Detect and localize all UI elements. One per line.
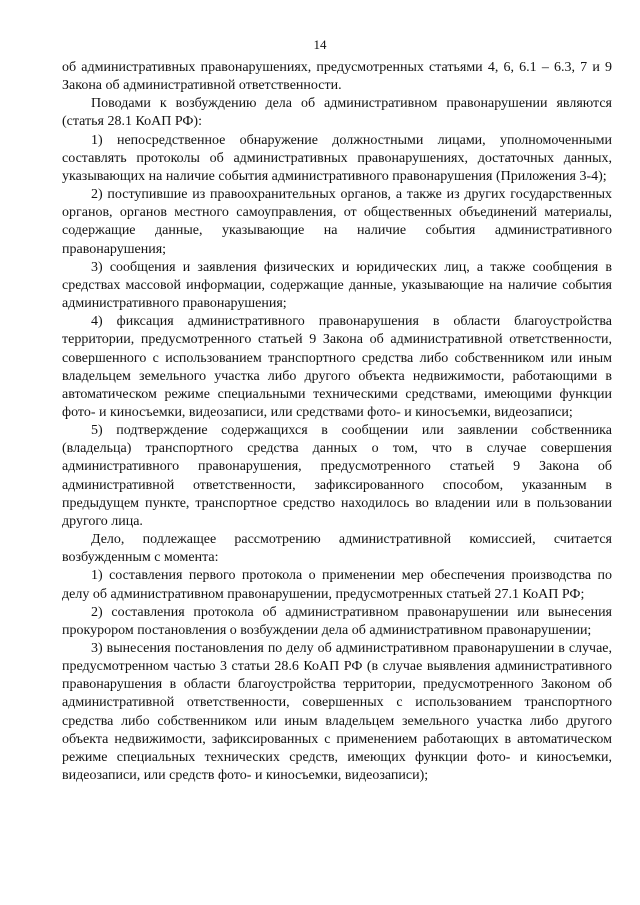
page-number: 14 — [313, 37, 327, 52]
paragraph-ground-5: 5) подтверждение содержащихся в сообщении или заявлении собственника (владельца) транспортного средства данных о том, что в случае совершения административного правонарушения, предусмотренного статьей 9 Закона об административной ответственности, зафиксированного способом, указанным в предыдущем пункте, транспортное средство находилось во владении или в пользовании другого лица. — [62, 423, 612, 529]
paragraph-initiation-2: 2) составления протокола об административном правонарушении или вынесения прокурором постановления о возбуждении дела об административном правонарушении; — [62, 604, 612, 638]
paragraph-ground-1: 1) непосредственное обнаружение должностными лицами, уполномоченными составлять протоколы об административных правонарушениях, достаточных данных, указывающих на наличие события административного правонарушения (Приложения 3-4); — [62, 132, 612, 184]
paragraph-ground-2: 2) поступившие из правоохранительных органов, а также из других государственных органов, органов местного самоуправления, от общественных объединений материалы, содержащие данные, указывающие на наличие события административного правонарушения; — [62, 187, 612, 257]
paragraph-continuation: об административных правонарушениях, предусмотренных статьями 4, 6, 6.1 – 6.3, 7 и 9 Закона об административной ответственности. — [62, 60, 612, 94]
paragraph-ground-4: 4) фиксация административного правонарушения в области благоустройства территории, предусмотренного статьей 9 Закона об административной ответственности, совершенного с использованием транспортного средства либо собственником или иным владельцем земельного участка либо другого объекта недвижимости, работающими в автоматическом режиме специальными техническими средствами, имеющими функции фото- и киносъемки, видеозаписи, или средствами фото- и киносъемки, видеозаписи; — [62, 314, 612, 420]
paragraph-initiation-intro: Дело, подлежащее рассмотрению административной комиссией, считается возбужденным с момента: — [62, 532, 612, 566]
paragraph-initiation-3: 3) вынесения постановления по делу об административном правонарушении в случае, предусмотренном частью 3 статьи 28.6 КоАП РФ (в случае выявления административного правонарушения в области благоустройства территории, предусмотренного Законом об административной ответственности, совершенных с использованием транспортного средства либо собственником или иным владельцем земельного участка либо другого объекта недвижимости, зафиксированных с применением работающих в автоматическом режиме специальных технических средств, имеющих функции фото- и киносъемки, видеозаписи, или средств фото- и киносъемки, видеозаписи); — [62, 641, 612, 784]
body-text — [62, 59, 612, 785]
paragraph-initiation-1: 1) составления первого протокола о применении мер обеспечения производства по делу об административном правонарушении, предусмотренных статьей 27.1 КоАП РФ; — [62, 568, 612, 602]
paragraph-ground-3: 3) сообщения и заявления физических и юридических лиц, а также сообщения в средствах массовой информации, содержащие данные, указывающие на наличие события административного правонарушения; — [62, 259, 612, 312]
paragraph-grounds-intro: Поводами к возбуждению дела об административном правонарушении являются (статья 28.1 КоАП РФ): — [62, 96, 612, 130]
